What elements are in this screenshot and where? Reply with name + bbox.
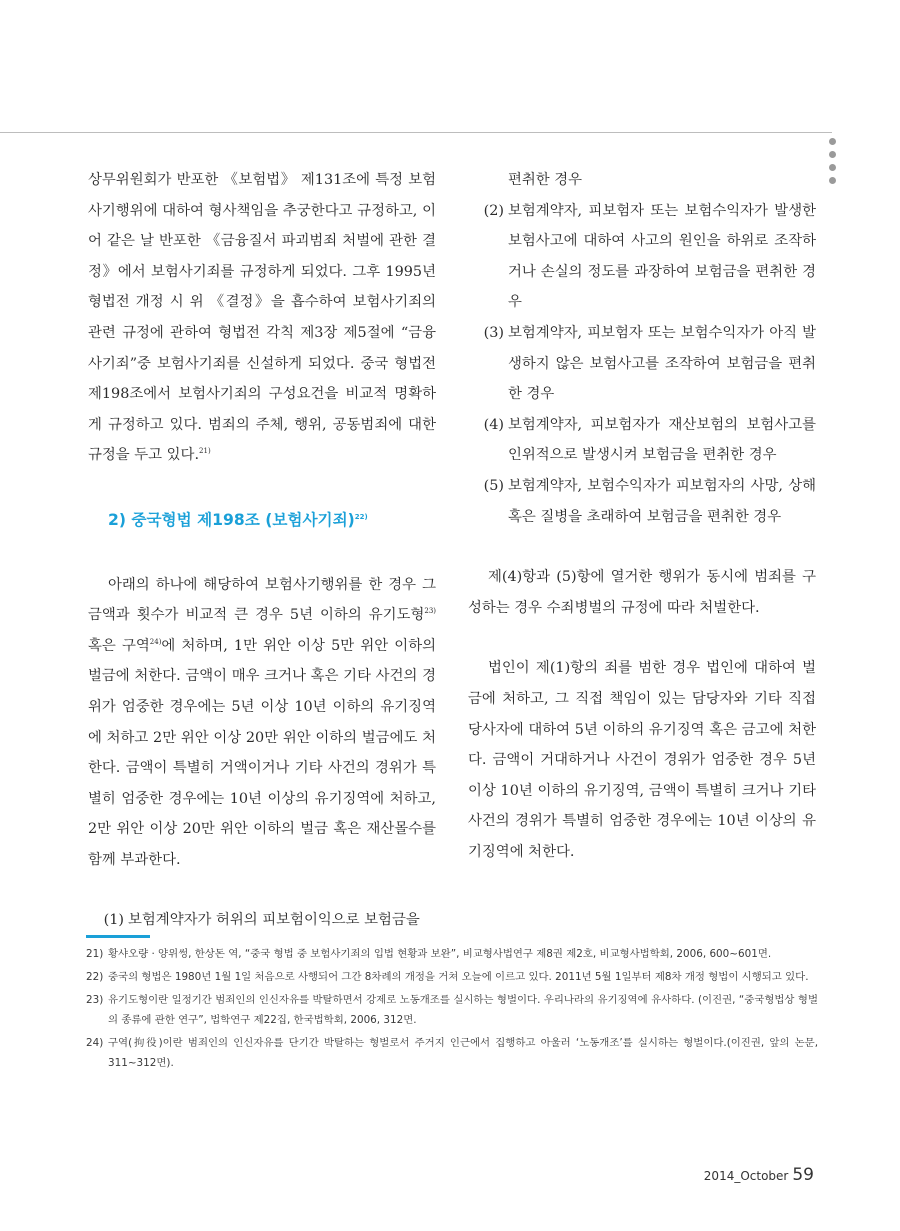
footnote [86, 944, 818, 964]
body-paragraph: 상무위원회가 반포한 《보험법》 제131조에 특정 보험사기행위에 대하여 형사책임을 추궁한다고 규정하고, 이어 같은 날 반포한 《금융질서 파괴범죄 처벌에 관한 결정》에서 보험사기죄를 규정하게 되었다. 그후 1995년 형법전 개정 시 위 《결정》을 흡수하여 보험사기죄의 관련 규정에 관하여 형법전 각칙 제3장 제5절에 “금융사기죄”중 보험사기죄를 신설하게 되었다. 중국 형법전 제198조에서 보험사기죄의 구성요건을 비교적 명확하게 규정하고 있다. 범죄의 주체, 행위, 공동범죄에 대한 규정을 두고 있다.$^{21)}$ [88, 172, 436, 464]
decorative-dots [829, 138, 839, 190]
list-item [468, 318, 816, 410]
footnote-ref[interactable]: 24) [149, 637, 162, 646]
footnote [86, 990, 818, 1030]
list-item-number: (2) [483, 202, 504, 219]
list-item [468, 410, 816, 471]
list-item-number: (1) [103, 912, 124, 929]
footnote-text: 황샤오량 · 양위썽, 한상돈 역, “중국 형법 중 보험사기죄의 입법 현황과 보완”, 비교형사법연구 제8권 제2호, 비교형사법학회, 2006, 600~601면. [108, 948, 772, 960]
footnote [86, 967, 818, 987]
list-item [468, 471, 816, 532]
list-item-text: 보험계약자, 피보험자 또는 보험수익자가 발생한 보험사고에 대하여 사고의 원인을 하위로 조작하거나 손실의 정도를 과장하여 보험금을 편취한 경우 [508, 202, 816, 311]
footnote-ref[interactable]: 22) [354, 512, 368, 521]
footnote-number: 22) [86, 971, 104, 983]
list-item-text: 보험계약자, 보험수익자가 피보험자의 사망, 상해 혹은 질병을 초래하여 보험금을 편취한 경우 [508, 477, 816, 525]
footnote-ref[interactable]: 21) [199, 447, 211, 456]
footnote-rule [86, 935, 150, 938]
page-number: 59 [792, 1165, 814, 1185]
header-rule [0, 132, 832, 133]
footnote [86, 1033, 818, 1073]
footnote-text: 구역(拘役)이란 범죄인의 인신자유를 단기간 박탈하는 형벌로서 주거지 인근에서 집행하고 아울러 ‘노동개조’를 실시하는 형벌이다.(이진권, 앞의 논문, 311~312면). [108, 1037, 818, 1069]
footnote-number: 21) [86, 948, 104, 960]
list-item-number: (4) [483, 416, 504, 433]
footnote-text: 중국의 형법은 1980년 1월 1일 처음으로 사행되어 그간 8차례의 개정을 거쳐 오늘에 이르고 있다. 2011년 5월 1일부터 제8차 개정 형법이 시행되고 있다. [108, 971, 809, 983]
list-item-text: 보험계약자가 허위의 피보험이익으로 보험금을 [128, 912, 420, 929]
left-column [88, 165, 436, 936]
footnote-text: 유기도형이란 일정기간 범죄인의 인신자유를 박탈하면서 강제로 노동개조를 실시하는 형벌이다. 우리나라의 유기징역에 유사하다. (이진권, “중국형법상 형벌의 종류에 관한 연구”, 법학연구 제22집, 한국법학회, 2006, 312면. [108, 994, 818, 1026]
footnote-number: 24) [86, 1037, 104, 1049]
body-paragraph: 제(4)항과 (5)항에 열거한 행위가 동시에 범죄를 구성하는 경우 수죄병벌의 규정에 따라 처벌한다. [468, 569, 816, 616]
right-column [468, 165, 816, 867]
footnote-ref[interactable]: 23) [424, 607, 436, 616]
list-item-continuation: 편취한 경우 [508, 172, 583, 188]
list-item-number: (5) [483, 477, 504, 494]
section-heading: 2) 중국형법 제198조 (보험사기죄)$^{22)}$ [108, 510, 368, 529]
list-item [88, 905, 436, 936]
body-paragraph: 아래의 하나에 해당하여 보험사기행위를 한 경우 그 금액과 횟수가 비교적 큰 경우 5년 이하의 유기도형$^{23)}$ 혹은 구역$^{24)}$에 처하며, 1만 위안 이상 5만 위안 이하의 벌금에 처한다. 금액이 매우 크거나 혹은 기타 사건의 경위가 엄중한 경우에는 5년 이상 10년 이하의 유기징역에 처하고 2만 위안 이상 20만 위안 이하의 벌금에도 처한다. 금액이 특별히 거액이거나 기타 사건의 경위가 특별히 엄중한 경우에는 10년 이상의 유기징역에 처하고, 2만 위안 이상 20만 위안 이하의 벌금 혹은 재산몰수를 함께 부과한다. [88, 576, 436, 868]
list-item-number: (3) [483, 324, 504, 341]
list-item-text: 보험계약자, 피보험자 또는 보험수익자가 아직 발생하지 않은 보험사고를 조작하여 보험금을 편취한 경우 [508, 324, 816, 403]
dot-icon [829, 177, 836, 184]
body-paragraph: 법인이 제(1)항의 죄를 범한 경우 법인에 대하여 벌금에 처하고, 그 직접 책임이 있는 담당자와 기타 직접 당사자에 대하여 5년 이하의 유기징역 혹은 금고에 처한다. 금액이 거대하거나 사건이 경위가 엄중한 경우 5년 이상 10년 이하의 유기징역, 금액이 특별히 크거나 기타 사건의 경위가 특별히 엄중한 경우에는 10년 이상의 유기징역에 처한다. [468, 660, 816, 860]
dot-icon [829, 164, 836, 171]
issue-label: 2014_October [703, 1169, 789, 1183]
dot-icon [829, 138, 836, 145]
list-item [468, 196, 816, 318]
footnote-number: 23) [86, 994, 104, 1006]
dot-icon [829, 151, 836, 158]
list-item-text: 보험계약자, 피보험자가 재산보험의 보험사고를 인위적으로 발생시켜 보험금을 편취한 경우 [508, 416, 816, 464]
footnotes [86, 944, 818, 1076]
page-footer [704, 1165, 814, 1185]
